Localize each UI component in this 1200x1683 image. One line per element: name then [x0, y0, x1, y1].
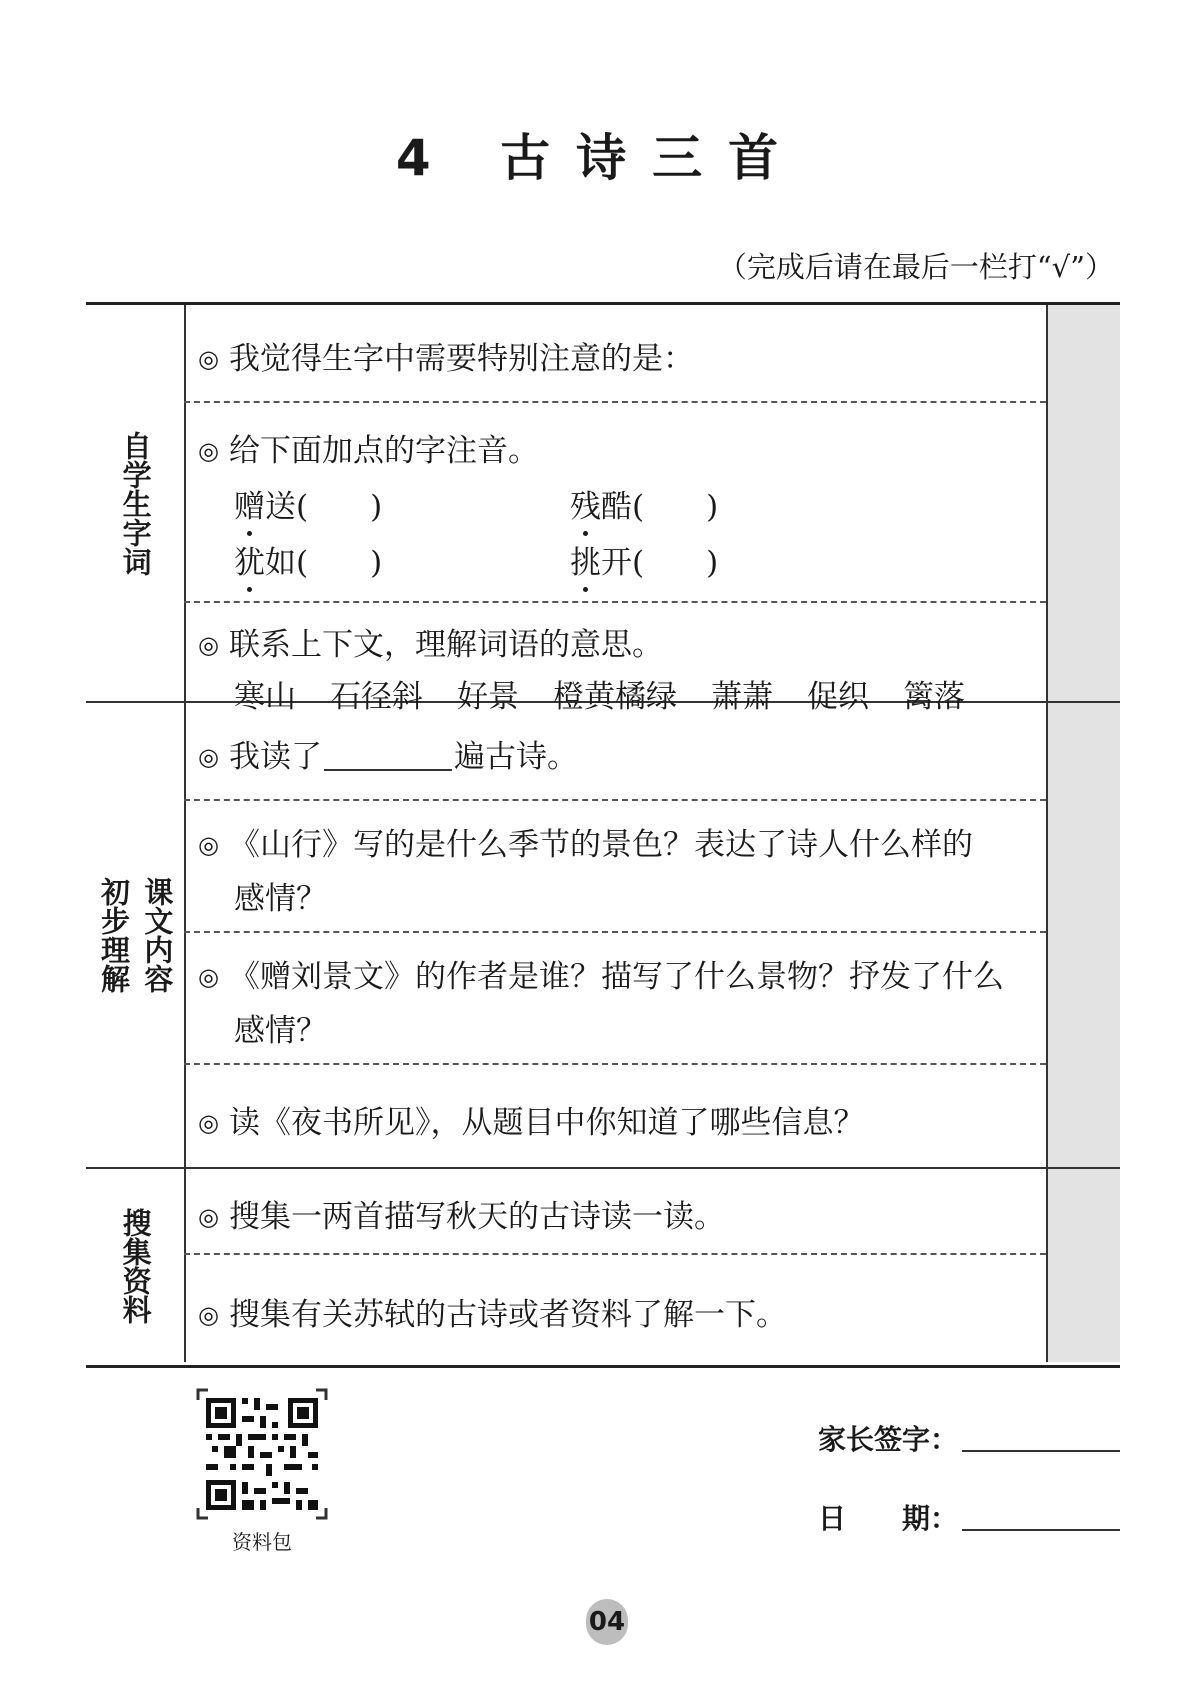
question-row: [184, 1169, 1046, 1255]
parent-signature-field[interactable]: [962, 1450, 1120, 1452]
question-row: [184, 1065, 1046, 1167]
section-self-study: [86, 305, 1120, 715]
answer-blank[interactable]: ( ): [632, 489, 719, 525]
section-label-part: 初步理解: [97, 877, 131, 993]
check-cell[interactable]: [1046, 1169, 1120, 1362]
question-row: [184, 1255, 1046, 1362]
date-label: 日 期：: [818, 1502, 959, 1535]
question-row: [184, 603, 1046, 715]
bullet-icon: ◎: [198, 1301, 219, 1329]
check-cell[interactable]: [1046, 703, 1120, 1167]
date-field[interactable]: [962, 1529, 1120, 1531]
section-collect: [86, 1169, 1120, 1362]
qr-code-icon[interactable]: [196, 1388, 328, 1520]
question-row: [184, 403, 1046, 603]
fill-blank[interactable]: [324, 741, 452, 771]
completion-hint: （完成后请在最后一栏打“√”）: [717, 250, 1114, 284]
section-label-part: 课文内容: [140, 877, 175, 993]
section-label: 搜集资料: [118, 1207, 153, 1324]
parent-signature-label: 家长签字：: [818, 1423, 959, 1456]
qr-label: 资料包: [232, 1530, 292, 1554]
word-item: 寒山: [234, 679, 296, 715]
section-label: [97, 877, 174, 993]
question-text: ◎ 我读了 遍古诗。: [198, 739, 578, 775]
bullet-icon: ◎: [198, 743, 219, 771]
section-label-cell: [86, 703, 186, 1167]
dotted-char: 犹: [234, 537, 265, 582]
pinyin-item: 犹如( ): [234, 537, 382, 582]
question-row: [184, 933, 1046, 1065]
pinyin-item: 残酷( ): [570, 481, 718, 526]
dotted-char: 挑: [570, 537, 601, 582]
pinyin-item: 赠送( ): [234, 481, 382, 526]
check-cell[interactable]: [1046, 305, 1120, 701]
bullet-icon: ◎: [198, 631, 219, 659]
answer-blank[interactable]: ( ): [632, 545, 719, 581]
answer-blank[interactable]: ( ): [296, 545, 383, 581]
question-row: [184, 703, 1046, 801]
question-text: ◎ 给下面加点的字注音。: [198, 433, 539, 469]
worksheet-table: [86, 302, 1120, 1368]
dotted-char: 赠: [234, 481, 265, 526]
bullet-icon: ◎: [198, 1203, 219, 1231]
word-item: 好景: [457, 679, 519, 715]
word-item: 石径斜: [330, 679, 423, 715]
bullet-icon: ◎: [198, 345, 219, 373]
question-text: ◎ 我觉得生字中需要特别注意的是：: [198, 341, 694, 377]
word-item: 篱落: [903, 679, 965, 715]
bullet-icon: ◎: [198, 831, 219, 859]
pinyin-item: 挑开( ): [570, 537, 718, 582]
page-number: 04: [586, 1599, 628, 1645]
bullet-icon: ◎: [198, 1109, 219, 1137]
dotted-char: 残: [570, 481, 601, 526]
word-item: 萧萧: [711, 679, 773, 715]
question-text: ◎ 《山行》写的是什么季节的景色？表达了诗人什么样的: [198, 827, 973, 863]
question-row: [184, 801, 1046, 933]
question-text: ◎ 搜集有关苏轼的古诗或者资料了解一下。: [198, 1297, 787, 1333]
section-label-cell: [86, 305, 186, 701]
section-label: 自学生字词: [118, 430, 153, 576]
word-item: 橙黄橘绿: [553, 679, 677, 715]
question-text-continued: 感情？: [234, 881, 327, 917]
page-title: 4 古诗三首: [395, 129, 805, 187]
question-text: ◎ 《赠刘景文》的作者是谁？描写了什么景物？抒发了什么: [198, 959, 1004, 995]
answer-blank[interactable]: ( ): [296, 489, 383, 525]
word-item: 促织: [807, 679, 869, 715]
question-text: ◎ 读《夜书所见》，从题目中你知道了哪些信息？: [198, 1105, 865, 1141]
question-text: ◎ 联系上下文，理解词语的意思。: [198, 627, 663, 663]
section-label-cell: [86, 1169, 186, 1362]
question-text-continued: 感情？: [234, 1013, 327, 1049]
bullet-icon: ◎: [198, 437, 219, 465]
question-row: [184, 305, 1046, 403]
section-understanding: [86, 703, 1120, 1169]
question-text: ◎ 搜集一两首描写秋天的古诗读一读。: [198, 1199, 725, 1235]
bullet-icon: ◎: [198, 963, 219, 991]
